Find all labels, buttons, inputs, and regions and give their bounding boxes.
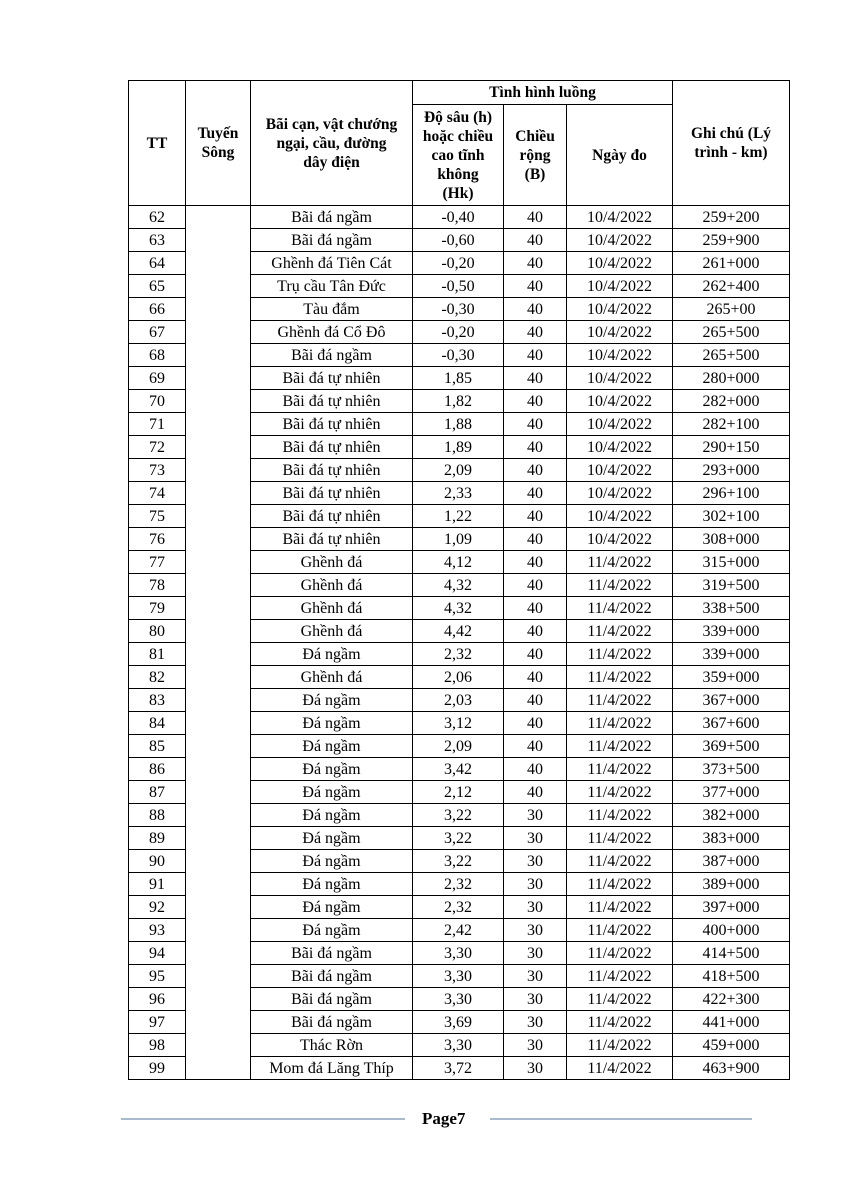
- cell-note: 367+600: [673, 712, 790, 735]
- cell-date: 11/4/2022: [567, 666, 673, 689]
- cell-date: 10/4/2022: [567, 528, 673, 551]
- cell-note: 302+100: [673, 505, 790, 528]
- cell-date: 10/4/2022: [567, 390, 673, 413]
- cell-depth: -0,40: [413, 206, 504, 229]
- cell-note: 315+000: [673, 551, 790, 574]
- cell-tt: 95: [129, 965, 186, 988]
- cell-depth: 3,22: [413, 827, 504, 850]
- cell-tt: 71: [129, 413, 186, 436]
- cell-obstacle: Đá ngầm: [251, 781, 413, 804]
- cell-tt: 78: [129, 574, 186, 597]
- cell-note: 265+500: [673, 321, 790, 344]
- cell-obstacle: Bãi đá tự nhiên: [251, 505, 413, 528]
- cell-date: 11/4/2022: [567, 896, 673, 919]
- header-tuyen-song: Tuyến Sông: [186, 81, 251, 206]
- cell-date: 11/4/2022: [567, 620, 673, 643]
- cell-obstacle: Bãi đá ngầm: [251, 206, 413, 229]
- cell-depth: -0,50: [413, 275, 504, 298]
- header-tt: TT: [129, 81, 186, 206]
- cell-date: 10/4/2022: [567, 321, 673, 344]
- cell-date: 11/4/2022: [567, 827, 673, 850]
- cell-tt: 93: [129, 919, 186, 942]
- cell-tt: 77: [129, 551, 186, 574]
- cell-tt: 70: [129, 390, 186, 413]
- cell-date: 10/4/2022: [567, 252, 673, 275]
- cell-note: 369+500: [673, 735, 790, 758]
- cell-date: 11/4/2022: [567, 1011, 673, 1034]
- cell-tt: 75: [129, 505, 186, 528]
- cell-tuyen-song-merged: [186, 206, 251, 1080]
- cell-width: 30: [504, 919, 567, 942]
- cell-tt: 86: [129, 758, 186, 781]
- cell-obstacle: Bãi đá ngầm: [251, 988, 413, 1011]
- cell-date: 10/4/2022: [567, 275, 673, 298]
- cell-note: 265+00: [673, 298, 790, 321]
- cell-depth: 3,30: [413, 965, 504, 988]
- cell-obstacle: Ghềnh đá: [251, 620, 413, 643]
- cell-note: 280+000: [673, 367, 790, 390]
- cell-depth: 1,22: [413, 505, 504, 528]
- cell-note: 290+150: [673, 436, 790, 459]
- cell-depth: 4,32: [413, 574, 504, 597]
- cell-date: 11/4/2022: [567, 988, 673, 1011]
- cell-date: 11/4/2022: [567, 965, 673, 988]
- cell-obstacle: Bãi đá tự nhiên: [251, 413, 413, 436]
- cell-width: 40: [504, 666, 567, 689]
- cell-note: 293+000: [673, 459, 790, 482]
- cell-tt: 89: [129, 827, 186, 850]
- cell-note: 259+200: [673, 206, 790, 229]
- cell-tt: 92: [129, 896, 186, 919]
- cell-date: 11/4/2022: [567, 643, 673, 666]
- cell-obstacle: Bãi đá ngầm: [251, 942, 413, 965]
- cell-width: 40: [504, 735, 567, 758]
- cell-depth: 1,82: [413, 390, 504, 413]
- cell-depth: 3,42: [413, 758, 504, 781]
- cell-note: 319+500: [673, 574, 790, 597]
- header-note: Ghi chú (Lý trình - km): [673, 81, 790, 206]
- cell-width: 30: [504, 942, 567, 965]
- cell-depth: -0,20: [413, 252, 504, 275]
- cell-date: 10/4/2022: [567, 459, 673, 482]
- cell-width: 40: [504, 505, 567, 528]
- cell-obstacle: Bãi đá tự nhiên: [251, 528, 413, 551]
- cell-note: 308+000: [673, 528, 790, 551]
- cell-obstacle: Ghềnh đá: [251, 666, 413, 689]
- cell-depth: 1,88: [413, 413, 504, 436]
- cell-width: 40: [504, 620, 567, 643]
- cell-obstacle: Bãi đá ngầm: [251, 965, 413, 988]
- cell-note: 265+500: [673, 344, 790, 367]
- cell-date: 10/4/2022: [567, 505, 673, 528]
- cell-tt: 68: [129, 344, 186, 367]
- cell-obstacle: Ghềnh đá Tiên Cát: [251, 252, 413, 275]
- cell-date: 11/4/2022: [567, 1034, 673, 1057]
- cell-tt: 63: [129, 229, 186, 252]
- header-obstacle: Bãi cạn, vật chướng ngại, cầu, đường dây điện: [251, 81, 413, 206]
- cell-obstacle: Đá ngầm: [251, 919, 413, 942]
- cell-depth: 3,30: [413, 1034, 504, 1057]
- cell-note: 339+000: [673, 620, 790, 643]
- cell-obstacle: Đá ngầm: [251, 758, 413, 781]
- cell-tt: 76: [129, 528, 186, 551]
- cell-obstacle: Bãi đá ngầm: [251, 229, 413, 252]
- cell-width: 40: [504, 482, 567, 505]
- cell-note: 282+100: [673, 413, 790, 436]
- cell-note: 414+500: [673, 942, 790, 965]
- cell-depth: 2,32: [413, 873, 504, 896]
- cell-width: 40: [504, 712, 567, 735]
- cell-width: 40: [504, 252, 567, 275]
- header-date: Ngày đo: [567, 105, 673, 206]
- cell-date: 10/4/2022: [567, 482, 673, 505]
- cell-tt: 66: [129, 298, 186, 321]
- cell-tt: 88: [129, 804, 186, 827]
- cell-depth: -0,20: [413, 321, 504, 344]
- cell-depth: 3,22: [413, 804, 504, 827]
- cell-note: 389+000: [673, 873, 790, 896]
- header-channel-condition: Tình hình luồng: [413, 81, 673, 105]
- cell-tt: 91: [129, 873, 186, 896]
- cell-date: 11/4/2022: [567, 804, 673, 827]
- cell-obstacle: Bãi đá ngầm: [251, 344, 413, 367]
- cell-width: 40: [504, 436, 567, 459]
- cell-tt: 87: [129, 781, 186, 804]
- cell-obstacle: Đá ngầm: [251, 850, 413, 873]
- cell-obstacle: Đá ngầm: [251, 896, 413, 919]
- cell-width: 30: [504, 873, 567, 896]
- cell-width: 30: [504, 965, 567, 988]
- page-footer: [121, 1108, 755, 1130]
- cell-note: 339+000: [673, 643, 790, 666]
- cell-width: 40: [504, 689, 567, 712]
- cell-tt: 85: [129, 735, 186, 758]
- cell-obstacle: Ghềnh đá: [251, 551, 413, 574]
- cell-note: 382+000: [673, 804, 790, 827]
- cell-note: 359+000: [673, 666, 790, 689]
- cell-date: 11/4/2022: [567, 919, 673, 942]
- cell-note: 262+400: [673, 275, 790, 298]
- cell-date: 11/4/2022: [567, 735, 673, 758]
- cell-depth: 2,09: [413, 459, 504, 482]
- cell-obstacle: Bãi đá tự nhiên: [251, 436, 413, 459]
- cell-tt: 94: [129, 942, 186, 965]
- cell-tt: 65: [129, 275, 186, 298]
- cell-obstacle: Đá ngầm: [251, 873, 413, 896]
- cell-depth: -0,60: [413, 229, 504, 252]
- cell-depth: 2,42: [413, 919, 504, 942]
- cell-obstacle: Bãi đá ngầm: [251, 1011, 413, 1034]
- cell-width: 40: [504, 321, 567, 344]
- cell-width: 30: [504, 804, 567, 827]
- cell-date: 11/4/2022: [567, 551, 673, 574]
- cell-note: 296+100: [673, 482, 790, 505]
- cell-depth: 3,22: [413, 850, 504, 873]
- cell-depth: 3,72: [413, 1057, 504, 1080]
- cell-width: 30: [504, 827, 567, 850]
- cell-width: 40: [504, 781, 567, 804]
- cell-tt: 97: [129, 1011, 186, 1034]
- table-header-row-1: [129, 81, 790, 105]
- cell-tt: 98: [129, 1034, 186, 1057]
- cell-width: 40: [504, 413, 567, 436]
- cell-depth: 4,32: [413, 597, 504, 620]
- cell-obstacle: Bãi đá tự nhiên: [251, 482, 413, 505]
- cell-date: 10/4/2022: [567, 298, 673, 321]
- cell-obstacle: Đá ngầm: [251, 735, 413, 758]
- cell-date: 10/4/2022: [567, 413, 673, 436]
- cell-note: 367+000: [673, 689, 790, 712]
- cell-depth: 2,06: [413, 666, 504, 689]
- cell-note: 259+900: [673, 229, 790, 252]
- obstacle-table: [128, 80, 790, 1080]
- cell-tt: 79: [129, 597, 186, 620]
- cell-width: 30: [504, 896, 567, 919]
- cell-depth: 2,32: [413, 643, 504, 666]
- cell-obstacle: Trụ cầu Tân Đức: [251, 275, 413, 298]
- cell-width: 30: [504, 1011, 567, 1034]
- cell-note: 377+000: [673, 781, 790, 804]
- cell-depth: 1,85: [413, 367, 504, 390]
- cell-tt: 83: [129, 689, 186, 712]
- cell-depth: -0,30: [413, 344, 504, 367]
- cell-width: 40: [504, 390, 567, 413]
- cell-note: 397+000: [673, 896, 790, 919]
- cell-note: 418+500: [673, 965, 790, 988]
- cell-obstacle: Bãi đá tự nhiên: [251, 459, 413, 482]
- cell-width: 40: [504, 574, 567, 597]
- cell-note: 373+500: [673, 758, 790, 781]
- cell-date: 11/4/2022: [567, 1057, 673, 1080]
- cell-depth: 3,30: [413, 988, 504, 1011]
- cell-obstacle: Đá ngầm: [251, 804, 413, 827]
- cell-width: 40: [504, 206, 567, 229]
- cell-depth: 2,09: [413, 735, 504, 758]
- cell-width: 30: [504, 988, 567, 1011]
- cell-note: 422+300: [673, 988, 790, 1011]
- cell-note: 459+000: [673, 1034, 790, 1057]
- cell-depth: 3,30: [413, 942, 504, 965]
- cell-tt: 90: [129, 850, 186, 873]
- cell-width: 30: [504, 1057, 567, 1080]
- cell-width: 40: [504, 367, 567, 390]
- cell-tt: 64: [129, 252, 186, 275]
- cell-date: 10/4/2022: [567, 344, 673, 367]
- cell-obstacle: Ghềnh đá: [251, 574, 413, 597]
- cell-obstacle: Đá ngầm: [251, 712, 413, 735]
- cell-note: 383+000: [673, 827, 790, 850]
- cell-tt: 99: [129, 1057, 186, 1080]
- cell-date: 10/4/2022: [567, 367, 673, 390]
- cell-obstacle: Bãi đá tự nhiên: [251, 390, 413, 413]
- cell-width: 40: [504, 597, 567, 620]
- cell-depth: 2,12: [413, 781, 504, 804]
- cell-date: 11/4/2022: [567, 942, 673, 965]
- cell-width: 40: [504, 298, 567, 321]
- cell-depth: 2,03: [413, 689, 504, 712]
- cell-date: 11/4/2022: [567, 850, 673, 873]
- cell-note: 400+000: [673, 919, 790, 942]
- cell-obstacle: Ghềnh đá Cổ Đô: [251, 321, 413, 344]
- cell-date: 10/4/2022: [567, 229, 673, 252]
- cell-depth: 1,09: [413, 528, 504, 551]
- cell-date: 11/4/2022: [567, 873, 673, 896]
- cell-obstacle: Bãi đá tự nhiên: [251, 367, 413, 390]
- cell-tt: 62: [129, 206, 186, 229]
- cell-width: 40: [504, 275, 567, 298]
- cell-depth: 1,89: [413, 436, 504, 459]
- cell-date: 11/4/2022: [567, 689, 673, 712]
- header-width: Chiều rộng (B): [504, 105, 567, 206]
- cell-tt: 81: [129, 643, 186, 666]
- cell-date: 11/4/2022: [567, 574, 673, 597]
- cell-date: 11/4/2022: [567, 758, 673, 781]
- cell-tt: 82: [129, 666, 186, 689]
- cell-width: 40: [504, 528, 567, 551]
- cell-obstacle: Đá ngầm: [251, 689, 413, 712]
- cell-width: 30: [504, 850, 567, 873]
- cell-tt: 69: [129, 367, 186, 390]
- footer-rule-left: [121, 1118, 405, 1120]
- cell-obstacle: Mom đá Lăng Thíp: [251, 1057, 413, 1080]
- cell-obstacle: Đá ngầm: [251, 827, 413, 850]
- table-body: [129, 206, 790, 1080]
- cell-date: 11/4/2022: [567, 597, 673, 620]
- page-number: Page7: [422, 1109, 466, 1128]
- cell-date: 11/4/2022: [567, 712, 673, 735]
- cell-date: 10/4/2022: [567, 436, 673, 459]
- cell-depth: 3,12: [413, 712, 504, 735]
- cell-obstacle: Ghềnh đá: [251, 597, 413, 620]
- cell-depth: 2,32: [413, 896, 504, 919]
- cell-note: 387+000: [673, 850, 790, 873]
- cell-depth: 2,33: [413, 482, 504, 505]
- cell-date: 11/4/2022: [567, 781, 673, 804]
- cell-width: 40: [504, 459, 567, 482]
- cell-width: 40: [504, 758, 567, 781]
- cell-note: 282+000: [673, 390, 790, 413]
- cell-tt: 80: [129, 620, 186, 643]
- cell-tt: 72: [129, 436, 186, 459]
- cell-width: 40: [504, 229, 567, 252]
- cell-width: 40: [504, 643, 567, 666]
- cell-tt: 96: [129, 988, 186, 1011]
- cell-width: 40: [504, 344, 567, 367]
- cell-depth: -0,30: [413, 298, 504, 321]
- cell-note: 338+500: [673, 597, 790, 620]
- cell-note: 261+000: [673, 252, 790, 275]
- cell-width: 40: [504, 551, 567, 574]
- cell-obstacle: Đá ngầm: [251, 643, 413, 666]
- cell-tt: 73: [129, 459, 186, 482]
- table-row: [129, 206, 790, 229]
- footer-rule-right: [490, 1118, 752, 1120]
- cell-tt: 84: [129, 712, 186, 735]
- cell-note: 463+900: [673, 1057, 790, 1080]
- cell-tt: 67: [129, 321, 186, 344]
- cell-width: 30: [504, 1034, 567, 1057]
- cell-depth: 4,12: [413, 551, 504, 574]
- cell-depth: 3,69: [413, 1011, 504, 1034]
- cell-tt: 74: [129, 482, 186, 505]
- cell-obstacle: Tàu đắm: [251, 298, 413, 321]
- cell-obstacle: Thác Rờn: [251, 1034, 413, 1057]
- cell-depth: 4,42: [413, 620, 504, 643]
- cell-note: 441+000: [673, 1011, 790, 1034]
- header-depth: Độ sâu (h) hoặc chiều cao tĩnh không (Hk): [413, 105, 504, 206]
- cell-date: 10/4/2022: [567, 206, 673, 229]
